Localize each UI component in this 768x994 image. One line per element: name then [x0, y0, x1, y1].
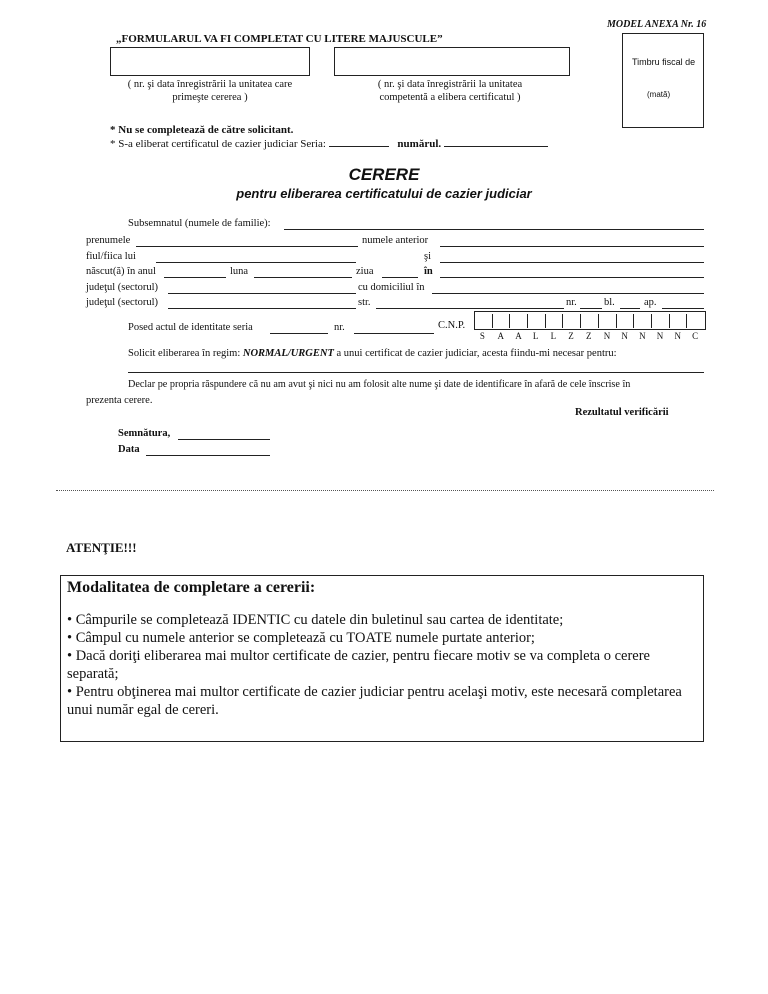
registration-left-caption-1: ( nr. şi data înregistrării la unitatea care — [127, 79, 293, 90]
cnp-digit-divider — [669, 314, 670, 328]
registration-box-left[interactable] — [110, 47, 310, 76]
cnp-digit-divider — [651, 314, 652, 328]
not-completed-note: * Nu se completează de către solicitant. — [110, 124, 294, 136]
firstname-field[interactable] — [136, 246, 358, 247]
cnp-digit-letter: L — [550, 331, 557, 341]
street-field[interactable] — [376, 308, 564, 309]
id-number-field[interactable] — [354, 333, 434, 334]
residence-label: cu domiciliul în — [358, 282, 425, 293]
series-field[interactable] — [329, 146, 389, 147]
cnp-digit-letter: A — [515, 331, 522, 341]
number-field[interactable] — [444, 146, 548, 147]
request-line — [128, 348, 617, 359]
instruction-item: • Câmpul cu numele anterior se completează cu TOATE numele purtate anterior; — [67, 630, 535, 646]
cnp-digit-divider — [598, 314, 599, 328]
birth-month-field[interactable] — [254, 277, 352, 278]
cnp-digit-letter: N — [621, 331, 628, 341]
signature-field[interactable] — [178, 439, 270, 440]
birth-county-label: judeţul (sectorul) — [86, 282, 159, 293]
signature-label: Semnătura, — [118, 428, 171, 439]
firstname-label: prenumele — [86, 235, 131, 246]
registration-right-caption-1: ( nr. şi data înregistrării la unitatea — [377, 79, 523, 90]
birth-place-label: în — [424, 266, 433, 277]
street-label: str. — [358, 297, 371, 308]
cnp-digit-letter: C — [692, 331, 699, 341]
registration-box-right[interactable] — [334, 47, 570, 76]
instructions-title: Modalitatea de completare a cererii: — [67, 579, 316, 596]
fiscal-stamp-value: (mată) — [647, 90, 671, 99]
form-subtitle: pentru eliberarea certificatului de cazier judiciar — [236, 186, 532, 201]
cnp-digit-letter: N — [656, 331, 664, 341]
cnp-digit-letter: Z — [586, 331, 592, 341]
cnp-digit-divider — [527, 314, 528, 328]
purpose-field[interactable] — [128, 372, 704, 373]
instructions-box — [60, 575, 704, 742]
address-number-field[interactable] — [580, 308, 602, 309]
issued-number-label: numărul. — [397, 138, 442, 150]
issued-series-label: * S-a eliberat certificatul de cazier judiciar Seria: — [110, 138, 326, 150]
previous-name-label: numele anterior — [362, 235, 429, 246]
model-annex-label: MODEL ANEXA Nr. 16 — [607, 19, 707, 30]
cut-line-divider — [56, 490, 714, 491]
residence-county-label: judeţul (sectorul) — [86, 297, 159, 308]
block-field[interactable] — [620, 308, 640, 309]
cnp-digit-letter: N — [674, 331, 681, 341]
cnp-digit-letter: L — [532, 331, 539, 341]
apartment-label: ap. — [644, 297, 657, 308]
cnp-digit-divider — [686, 314, 687, 328]
birth-day-label: ziua — [356, 266, 374, 277]
cnp-digit-divider — [633, 314, 634, 328]
birth-year-field[interactable] — [164, 277, 226, 278]
cnp-digit-divider — [509, 314, 510, 328]
birth-place-field[interactable] — [440, 277, 704, 278]
number-label: nr. — [566, 297, 577, 308]
date-field[interactable] — [146, 455, 270, 456]
cnp-digit-divider — [580, 314, 581, 328]
cnp-digit-divider — [545, 314, 546, 328]
cnp-digit-divider — [562, 314, 563, 328]
cnp-digit-letter: S — [479, 331, 485, 341]
apartment-field[interactable] — [662, 308, 704, 309]
id-number-label: nr. — [334, 322, 345, 333]
cnp-digit-letter: A — [497, 331, 505, 341]
birth-day-field[interactable] — [382, 277, 418, 278]
cnp-digit-divider — [492, 314, 493, 328]
birth-month-label: luna — [230, 266, 249, 277]
instruction-item: • Câmpurile se completează IDENTIC cu datele din buletinul sau cartea de identitate; — [67, 612, 564, 628]
cnp-digit-letter: Z — [568, 331, 574, 341]
id-series-label: Posed actul de identitate seria — [128, 322, 253, 333]
id-series-field[interactable] — [270, 333, 328, 334]
request-mode: NORMAL/URGENT — [242, 348, 334, 359]
father-label: fiul/fiica lui — [86, 251, 136, 262]
cnp-digit-divider — [616, 314, 617, 328]
cnp-label: C.N.P. — [438, 320, 466, 331]
birth-year-label: născut(ă) în anul — [86, 266, 156, 277]
registration-right-caption-2: competentă a elibera certificatul ) — [379, 92, 521, 103]
declaration-line-1: Declar pe propria răspundere că nu am avut şi nici nu am folosit alte nume şi date de identificare în afară de cele înscrise în — [128, 379, 631, 390]
date-label: Data — [118, 444, 140, 455]
uppercase-instruction: „FORMULARUL VA FI COMPLETAT CU LITERE MAJUSCULE” — [116, 33, 443, 45]
block-label: bl. — [604, 297, 615, 308]
surname-field[interactable] — [284, 229, 704, 230]
surname-label: Subsemnatul (numele de familie): — [128, 218, 271, 229]
verification-result-label: Rezultatul verificării — [575, 407, 669, 418]
declaration-line-2: prezenta cerere. — [86, 395, 153, 406]
registration-left-caption-2: primeşte cererea ) — [172, 92, 248, 103]
cnp-digit-letter: N — [639, 331, 646, 341]
instruction-item: • Dacă doriţi eliberarea mai multor certificate de cazier, pentru fiecare motiv se va completa o cerere separată; — [67, 648, 650, 682]
instruction-item: • Pentru obţinerea mai multor certificate de cazier judiciar pentru acelaşi motiv, este necesară completarea unui număr egal de cereri. — [67, 684, 682, 718]
father-field[interactable] — [156, 262, 356, 263]
request-suffix: a unui certificat de cazier judiciar, acesta fiindu-mi necesar pentru: — [336, 348, 617, 359]
form-title: CERERE — [348, 165, 420, 184]
cnp-digit-letter: N — [603, 331, 611, 341]
fiscal-stamp-box — [622, 33, 704, 128]
previous-name-field[interactable] — [440, 246, 704, 247]
attention-label: ATENŢIE!!! — [66, 540, 137, 555]
mother-field[interactable] — [440, 262, 704, 263]
fiscal-stamp-label: Timbru fiscal de — [632, 57, 696, 67]
and-label: şi — [424, 251, 432, 262]
issued-note — [110, 138, 548, 150]
residence-field[interactable] — [432, 293, 704, 294]
birth-county-field[interactable] — [168, 293, 356, 294]
residence-county-field[interactable] — [168, 308, 356, 309]
request-prefix: Solicit eliberarea în regim: — [128, 348, 241, 359]
